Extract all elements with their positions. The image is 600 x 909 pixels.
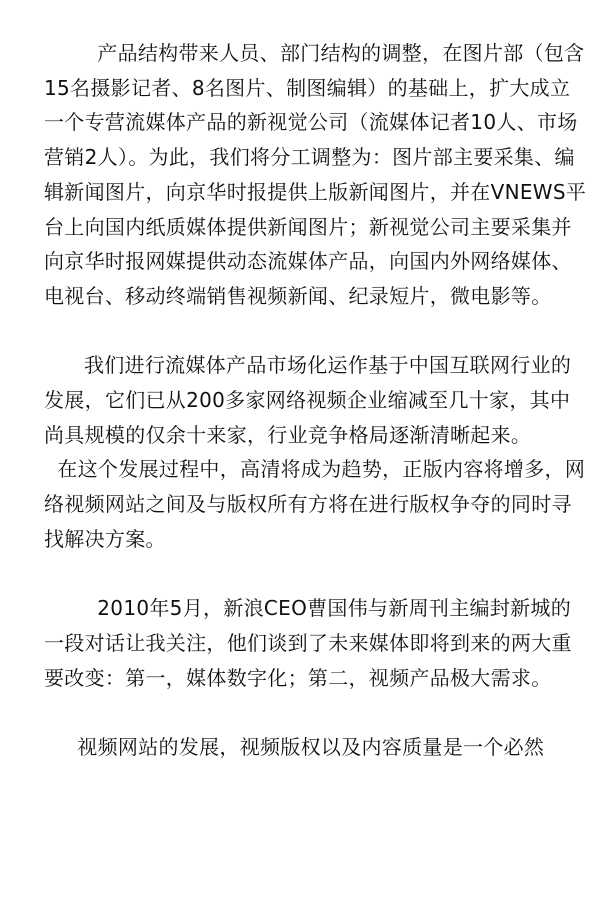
paragraph-market-operation: 我们进行流媒体产品市场化运作基于中国互联网行业的发展，它们已从200多家网络视频企业缩减至几十家，其中尚具规模的仅余十来家，行业竞争格局逐渐清晰起来。 <box>44 353 572 447</box>
paragraph-spacer <box>44 695 590 730</box>
paragraph-hd-trend: 在这个发展过程中，高清将成为趋势，正版内容将增多，网络视频网站之间及与版权所有方将在进行版权争夺的同时寻找解决方案。 <box>44 457 586 551</box>
paragraph-restructuring: 产品结构带来人员、部门结构的调整，在图片部（包含15名摄影记者、8名图片、制图编辑）的基础上，扩大成立一个专营流媒体产品的新视觉公司（流媒体记者10人、市场营销2人）。为此，我们将分工调整为：图片部主要采集、编辑新闻图片，向京华时报提供上版新闻图片，并在VNEWS平台上向国内纸质媒体提供新闻图片；新视觉公司主要采集并向京华时报网媒提供动态流媒体产品，向国内外网络媒体、电视台、移动终端销售视频新闻、纪录短片，微电影等。 <box>44 41 587 308</box>
paragraph-video-sites: 视频网站的发展，视频版权以及内容质量是一个必然 <box>44 735 545 760</box>
article-body <box>44 36 590 765</box>
paragraph-sina-dialogue: 2010年5月，新浪CEO曹国伟与新周刊主编封新城的一段对话让我关注，他们谈到了未来媒体即将到来的两大重要改变：第一，媒体数字化；第二，视频产品极大需求。 <box>44 596 572 690</box>
paragraph-spacer <box>44 557 590 592</box>
paragraph-spacer <box>44 314 590 349</box>
